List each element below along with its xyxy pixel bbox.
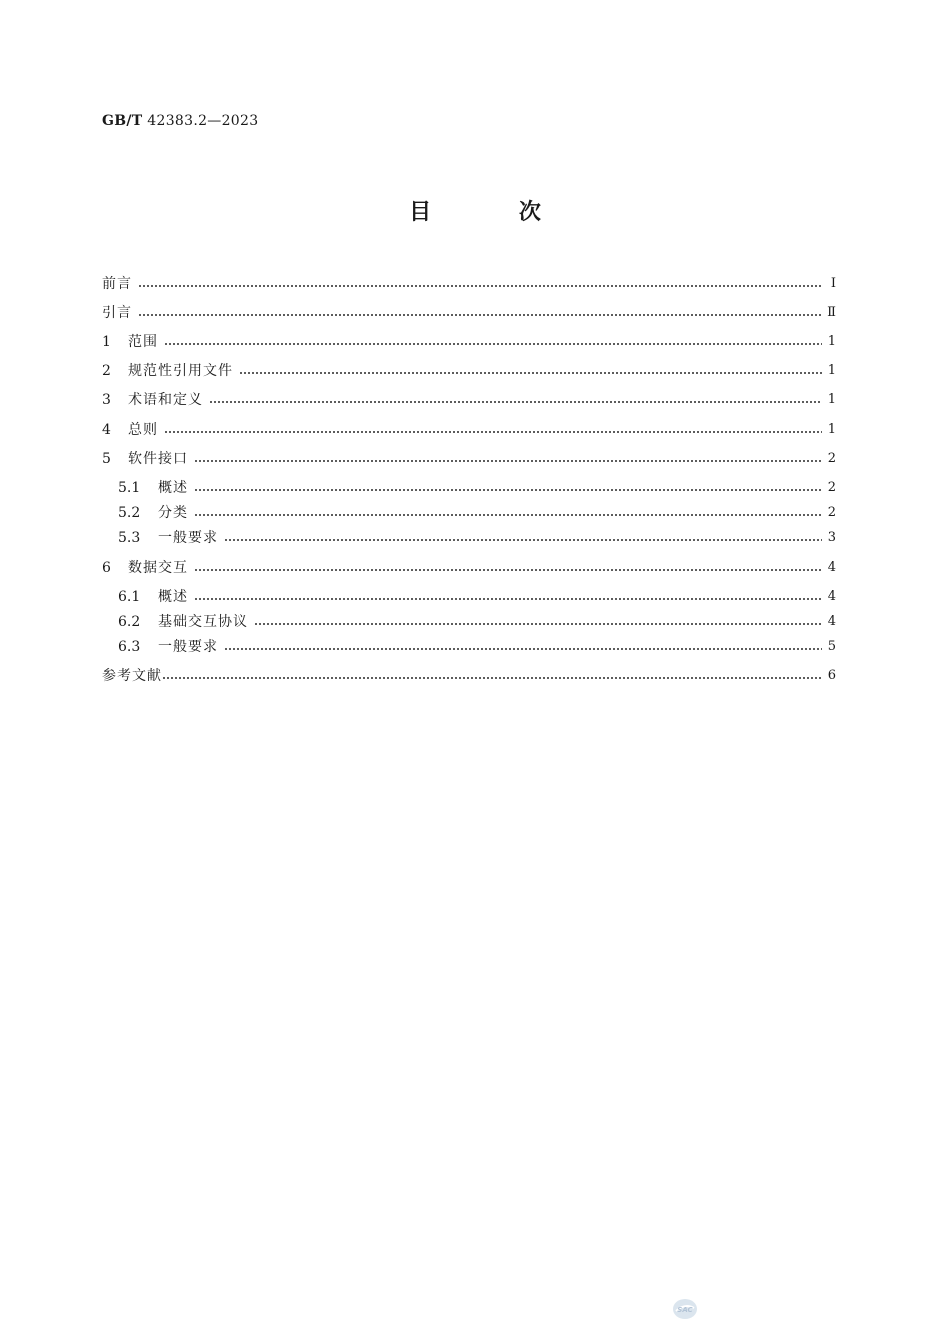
toc-title: 目 次: [409, 200, 581, 225]
toc-entry-label: 前言: [102, 276, 132, 292]
toc-leader-dots: [239, 372, 822, 374]
toc-entry-page: 5: [827, 639, 836, 654]
toc-entry-6-1[interactable]: [118, 587, 836, 607]
toc-entry-label: 数据交互: [128, 560, 188, 576]
toc-entry-page: 1: [827, 334, 836, 349]
toc-entry-page: 1: [827, 392, 836, 407]
toc-entry-label: 概述: [158, 480, 188, 496]
toc-entry-number: 5.3: [118, 530, 141, 546]
toc-entry-label: 软件接口: [128, 451, 188, 467]
toc-entry-3[interactable]: [102, 390, 836, 410]
toc-entry-bibliography[interactable]: [102, 666, 836, 686]
toc-entry-page: 3: [827, 530, 836, 545]
toc-entry-page: 1: [827, 363, 836, 378]
toc-entry-page: Ⅱ: [827, 305, 836, 320]
sac-logo-icon: [672, 1298, 698, 1320]
toc-leader-dots: [194, 569, 822, 571]
toc-entry-page: Ⅰ: [830, 276, 836, 291]
toc-entry-6[interactable]: [102, 558, 836, 578]
toc-leader-dots: [194, 460, 822, 462]
toc-leader-dots: [209, 401, 822, 403]
toc-leader-dots: [224, 539, 822, 541]
toc-entry-label: 范围: [128, 334, 158, 350]
standard-code: GB/T: [102, 113, 143, 129]
toc-leader-dots: [254, 623, 822, 625]
toc-entry-1[interactable]: [102, 332, 836, 352]
toc-entry-label: 概述: [158, 589, 188, 605]
toc-entry-page: 4: [827, 614, 836, 629]
toc-entry-page: 1: [827, 422, 836, 437]
toc-leader-dots: [194, 514, 822, 516]
svg-text:SAC: SAC: [677, 1306, 693, 1314]
standard-number: 42383.2—2023: [147, 113, 259, 129]
toc-entry-5[interactable]: [102, 449, 836, 469]
toc-leader-dots: [138, 314, 821, 316]
toc-entry-label: 规范性引用文件: [128, 363, 233, 379]
toc-entry-label: 基础交互协议: [158, 614, 248, 630]
toc-entry-page: 6: [827, 668, 836, 683]
table-of-contents: [102, 0, 836, 1344]
toc-entry-foreword[interactable]: [102, 274, 836, 294]
toc-entry-page: 2: [827, 480, 836, 495]
toc-entry-introduction[interactable]: [102, 303, 836, 323]
toc-leader-dots: [138, 285, 822, 287]
toc-leader-dots: [224, 648, 822, 650]
toc-entry-label: 引言: [102, 305, 132, 321]
toc-entry-page: 4: [827, 589, 836, 604]
toc-leader-dots: [194, 598, 822, 600]
toc-entry-number: 4: [102, 422, 111, 438]
toc-entry-number: 6.3: [118, 639, 141, 655]
toc-entry-page: 2: [827, 505, 836, 520]
toc-entry-number: 6: [102, 560, 111, 576]
toc-entry-5-2[interactable]: [118, 503, 836, 523]
toc-entry-number: 2: [102, 363, 111, 379]
toc-entry-label: 分类: [158, 505, 188, 521]
toc-leader-dots: [194, 489, 822, 491]
toc-entry-number: 6.1: [118, 589, 141, 605]
toc-entry-2[interactable]: [102, 361, 836, 381]
toc-entry-4[interactable]: [102, 420, 836, 440]
toc-entry-label: 一般要求: [158, 639, 218, 655]
toc-leader-dots: [164, 343, 822, 345]
toc-entry-number: 5: [102, 451, 111, 467]
toc-entry-number: 3: [102, 392, 111, 408]
toc-entry-number: 5.2: [118, 505, 141, 521]
toc-entry-page: 2: [827, 451, 836, 466]
toc-entry-page: 4: [827, 560, 836, 575]
toc-entry-label: 术语和定义: [128, 392, 203, 408]
toc-entry-label: 一般要求: [158, 530, 218, 546]
toc-entry-5-3[interactable]: [118, 528, 836, 548]
toc-entry-label: 总则: [128, 422, 158, 438]
toc-entry-6-3[interactable]: [118, 637, 836, 657]
toc-leader-dots: [164, 431, 822, 433]
toc-entry-number: 6.2: [118, 614, 141, 630]
toc-entry-number: 1: [102, 334, 111, 350]
toc-entry-6-2[interactable]: [118, 612, 836, 632]
toc-leader-dots: [162, 677, 822, 679]
toc-entry-label: 参考文献: [102, 668, 162, 684]
toc-entry-number: 5.1: [118, 480, 141, 496]
toc-entry-5-1[interactable]: [118, 478, 836, 498]
